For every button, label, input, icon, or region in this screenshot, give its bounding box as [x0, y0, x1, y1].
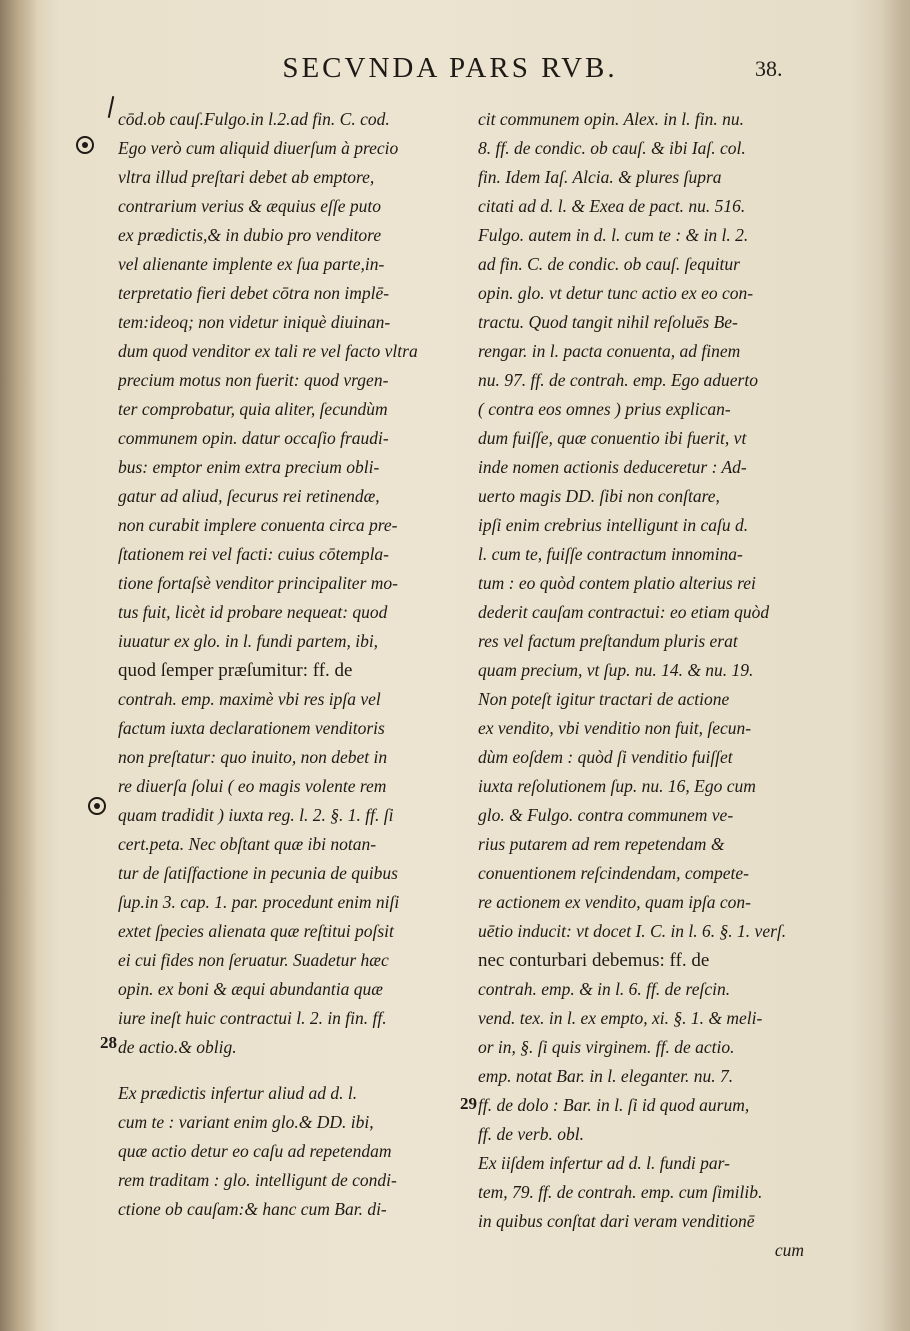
text-line: l. cum te, fuiſſe contractum innomina-: [478, 544, 743, 564]
text-line: Fulgo. autem in d. l. cum te : & in l. 2.: [478, 225, 749, 245]
text-line: gatur ad aliud, ſecurus rei retinendæ,: [118, 486, 380, 506]
text-line: nu. 97. ff. de contrah. emp. Ego aduerto: [478, 370, 758, 390]
text-line: precium motus non fuerit: quod vrgen-: [118, 370, 389, 390]
text-line: quam precium, vt ſup. nu. 14. & nu. 19.: [478, 660, 754, 680]
text-line: ctione ob cauſam:& hanc cum Bar. di-: [118, 1199, 387, 1219]
text-line: vltra illud preſtari debet ab emptore,: [118, 167, 375, 187]
text-line: iuxta reſolutionem ſup. nu. 16, Ego cum: [478, 776, 756, 796]
text-line: Ex prædictis infertur aliud ad d. l.: [118, 1083, 358, 1103]
text-line: fin. Idem Iaſ. Alcia. & plures ſupra: [478, 167, 722, 187]
text-line: ( contra eos omnes ) prius explican-: [478, 399, 731, 419]
text-line: contrah. emp. & in l. 6. ff. de reſcin.: [478, 979, 731, 999]
book-gutter: [0, 0, 38, 1331]
text-line: non preſtatur: quo inuito, non debet in: [118, 747, 388, 767]
text-line: vend. tex. in l. ex empto, xi. §. 1. & meli-: [478, 1008, 763, 1028]
text-line-roman: quod ſemper præſumitur: ff. de: [118, 660, 353, 681]
text-line: bus: emptor enim extra precium obli-: [118, 457, 380, 477]
text-line: terpretatio fieri debet cōtra non implē-: [118, 283, 390, 303]
text-line: tus fuit, licèt id probare nequeat: quod: [118, 602, 388, 622]
text-line: tem:ideoq; non videtur iniquè diuinan-: [118, 312, 391, 332]
text-line: ei cui fides non ſeruatur. Suadetur hæc: [118, 950, 389, 970]
text-line: de actio.& oblig.: [118, 1037, 237, 1057]
text-line: ſup.in 3. cap. 1. par. procedunt enim niſi: [118, 892, 400, 912]
catchword: cum: [774, 1240, 804, 1260]
text-line: ex prædictis,& in dubio pro venditore: [118, 225, 382, 245]
text-line: tractu. Quod tangit nihil reſoluēs Be-: [478, 312, 738, 332]
text-line: quam tradidit ) iuxta reg. l. 2. §. 1. ff. ſi: [118, 805, 394, 825]
text-line: inde nomen actionis deduceretur : Ad-: [478, 457, 747, 477]
text-line: ff. de dolo : Bar. in l. ſi id quod aurum,: [478, 1095, 750, 1115]
text-line: quæ actio detur eo caſu ad repetendam: [118, 1141, 392, 1161]
text-line: dederit cauſam contractui: eo etiam quòd: [478, 602, 770, 622]
text-line: iure ineſt huic contractui l. 2. in fin. ff.: [118, 1008, 387, 1028]
text-line: dum quod venditor ex tali re vel facto vltra: [118, 341, 418, 361]
text-line: dum fuiſſe, quæ conuentio ibi fuerit, vt: [478, 428, 747, 448]
text-line: tur de ſatiſfactione in pecunia de quibus: [118, 863, 398, 883]
text-line: in quibus conſtat dari veram venditionē: [478, 1211, 755, 1231]
margin-tick-mark: [108, 96, 115, 118]
text-line: glo. & Fulgo. contra communem ve-: [478, 805, 734, 825]
right-text-column: [478, 105, 804, 1265]
left-text-column: [118, 105, 456, 1224]
text-line: ex vendito, vbi venditio non fuit, ſecun-: [478, 718, 752, 738]
text-line: rius putarem ad rem repetendam &: [478, 834, 725, 854]
margin-circle-marker: [76, 136, 94, 154]
text-line: contrah. emp. maximè vbi res ipſa vel: [118, 689, 381, 709]
text-line: citati ad d. l. & Exea de pact. nu. 516.: [478, 196, 746, 216]
text-line: cit communem opin. Alex. in l. fin. nu.: [478, 109, 745, 129]
text-line: ipſi enim crebrius intelligunt in caſu d.: [478, 515, 749, 535]
text-line: ff. de verb. obl.: [478, 1124, 584, 1144]
text-line: contrarium verius & æquius eſſe puto: [118, 196, 381, 216]
text-line: uerto magis DD. ſibi non conſtare,: [478, 486, 720, 506]
text-line: tum : eo quòd contem platio alterius rei: [478, 573, 756, 593]
text-line: cert.peta. Nec obſtant quæ ibi notan-: [118, 834, 377, 854]
text-line: Ego verò cum aliquid diuerſum à precio: [118, 138, 399, 158]
section-number-29: 29: [460, 1094, 477, 1113]
text-line: res vel factum preſtandum pluris erat: [478, 631, 738, 651]
page-number: 38.: [755, 56, 783, 81]
text-line: ter comprobatur, quia aliter, ſecundùm: [118, 399, 388, 419]
text-line: rem traditam : glo. intelligunt de condi-: [118, 1170, 397, 1190]
text-line: or in, §. ſi quis virginem. ff. de actio.: [478, 1037, 735, 1057]
text-line: vel alienante implente ex ſua parte,in-: [118, 254, 385, 274]
page-edge-shadow: [850, 0, 910, 1331]
text-line: extet ſpecies alienata quæ reſtitui poſsit: [118, 921, 394, 941]
text-line: cōd.ob cauſ.Fulgo.in l.2.ad fin. C. cod.: [118, 109, 390, 129]
text-line: opin. ex boni & æqui abundantia quæ: [118, 979, 383, 999]
text-line: iuuatur ex glo. in l. fundi partem, ibi,: [118, 631, 379, 651]
text-line: factum iuxta declarationem venditoris: [118, 718, 385, 738]
text-line: conuentionem reſcindendam, compete-: [478, 863, 749, 883]
text-line: Non poteſt igitur tractari de actione: [478, 689, 730, 709]
text-line: communem opin. datur occaſio fraudi-: [118, 428, 389, 448]
text-line: 8. ff. de condic. ob cauſ. & ibi Iaſ. col.: [478, 138, 746, 158]
text-line: uētio inducit: vt docet I. C. in l. 6. §. 1. verſ.: [478, 921, 787, 941]
text-line: emp. notat Bar. in l. eleganter. nu. 7.: [478, 1066, 734, 1086]
text-line: tione fortaſsè venditor principaliter mo-: [118, 573, 398, 593]
text-line: re actionem ex vendito, quam ipſa con-: [478, 892, 751, 912]
paragraph-gap: [118, 1062, 456, 1079]
text-line: ad fin. C. de condic. ob cauſ. ſequitur: [478, 254, 740, 274]
text-line: ſtationem rei vel facti: cuius cōtempla-: [118, 544, 390, 564]
text-line: dùm eoſdem : quòd ſi venditio fuiſſet: [478, 747, 733, 767]
margin-circle-marker: [88, 797, 106, 815]
text-line: tem, 79. ff. de contrah. emp. cum ſimilib.: [478, 1182, 763, 1202]
text-line-roman: nec conturbari debemus: ff. de: [478, 950, 710, 971]
text-line: non curabit implere conuenta circa pre-: [118, 515, 398, 535]
section-number-28: 28: [100, 1033, 117, 1052]
text-line: opin. glo. vt detur tunc actio ex eo con-: [478, 283, 754, 303]
text-line: rengar. in l. pacta conuenta, ad finem: [478, 341, 741, 361]
running-header: SECVNDA PARS RVB.: [282, 52, 618, 84]
text-line: re diuerſa ſolui ( eo magis volente rem: [118, 776, 387, 796]
text-line: Ex iiſdem infertur ad d. l. fundi par-: [478, 1153, 730, 1173]
text-line: cum te : variant enim glo.& DD. ibi,: [118, 1112, 374, 1132]
